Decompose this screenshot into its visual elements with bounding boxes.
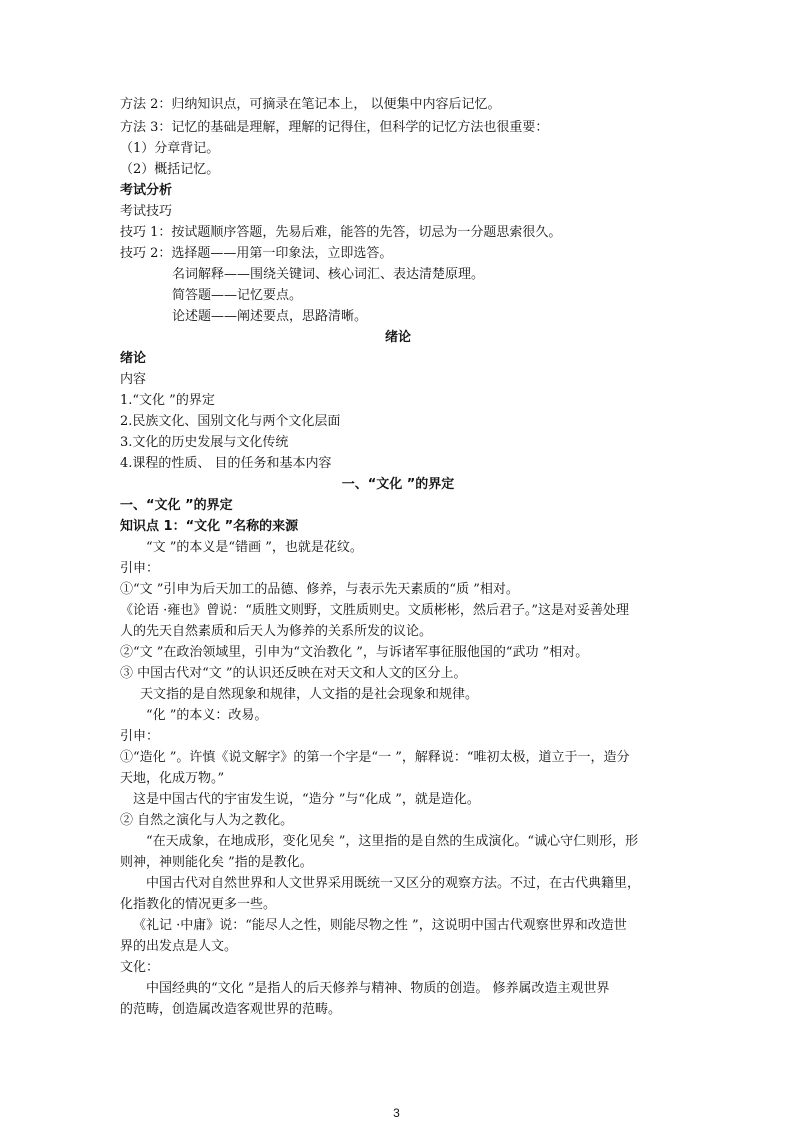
section-heading: 一、“文化 ”的界定 bbox=[120, 498, 233, 513]
text-line: 《论语 ·雍也》曾说：“质胜文则野，文胜质则史。文质彬彬，然后君子。”这是对妥善处理 bbox=[120, 603, 630, 618]
text-line: 名词解释——围绕关键词、核心词汇、表达清楚原理。 bbox=[172, 267, 485, 282]
list-item: 3.文化的历史发展与文化传统 bbox=[120, 435, 289, 450]
text-line: 引申： bbox=[120, 729, 160, 744]
text-line: ②“文 ”在政治领域里，引申为“文治教化 ”，与诉诸军事征服他国的“武功 ”相对。 bbox=[120, 645, 589, 660]
text-line: 引申： bbox=[120, 561, 160, 576]
chapter-title: 绪论 bbox=[384, 330, 411, 345]
text-line: （1）分章背记。 bbox=[120, 141, 220, 156]
text-line: 《礼记 ·中庸》说：“能尽人之性，则能尽物之性 ”，这说明中国古代观察世界和改造世 bbox=[133, 918, 627, 933]
text-line: 则神，神则能化矣 ”指的是教化。 bbox=[120, 855, 313, 870]
list-item: 1.“文化 ”的界定 bbox=[120, 393, 215, 408]
text-line: 人的先天自然素质和后天人为修养的关系所发的议论。 bbox=[120, 624, 433, 639]
section-heading: 考试分析 bbox=[120, 183, 173, 198]
text-line: ② 自然之演化与人为之教化。 bbox=[120, 813, 294, 828]
text-line: 中国经典的“文化 ”是指人的后天修养与精神、物质的创造。 修养属改造主观世界 bbox=[146, 981, 610, 996]
text-line: 界的出发点是人文。 bbox=[120, 939, 238, 954]
page-number: 3 bbox=[393, 1106, 400, 1120]
text-line: 方法 3：记忆的基础是理解，理解的记得住，但科学的记忆方法也很重要： bbox=[120, 120, 549, 135]
text-line: “文 ”的本义是“错画 ”，也就是花纹。 bbox=[146, 540, 363, 555]
text-line: 简答题——记忆要点。 bbox=[172, 288, 303, 303]
chapter-title: 一、“文化 ”的界定 bbox=[341, 477, 455, 492]
text-line: 技巧 2：选择题——用第一印象法，立即选答。 bbox=[120, 246, 393, 261]
text-line: 内容 bbox=[120, 372, 147, 387]
section-heading: 绪论 bbox=[120, 351, 147, 366]
text-line: 天文指的是自然现象和规律，人文指的是社会现象和规律。 bbox=[140, 687, 479, 702]
text-line: 天地，化成万物。” bbox=[120, 771, 225, 786]
text-line: 化指教化的情况更多一些。 bbox=[120, 897, 277, 912]
text-line: 论述题——阐述要点，思路清晰。 bbox=[172, 309, 368, 324]
text-line: “化 ”的本义：改易。 bbox=[146, 708, 268, 723]
text-line: ③ 中国古代对“文 ”的认识还反映在对天文和人文的区分上。 bbox=[120, 666, 467, 681]
text-line: 文化： bbox=[120, 960, 160, 975]
text-line: ①“造化 ”。许慎《说文解字》的第一个字是“一 ”，解释说：“唯初太极，道立于一，造分 bbox=[120, 750, 630, 765]
list-item: 4.课程的性质、 目的任务和基本内容 bbox=[120, 456, 332, 471]
list-item: 2.民族文化、国别文化与两个文化层面 bbox=[120, 414, 341, 429]
text-line: 的范畴，创造属改造客观世界的范畴。 bbox=[120, 1002, 342, 1017]
text-line: 考试技巧 bbox=[120, 204, 173, 219]
text-line: ①“文 ”引申为后天加工的品德、修养，与表示先天素质的“质 ”相对。 bbox=[120, 582, 519, 597]
text-line: （2）概括记忆。 bbox=[120, 162, 220, 177]
text-line: 中国古代对自然世界和人文世界采用既统一又区分的观察方法。不过，在古代典籍里， bbox=[146, 876, 641, 891]
text-line: “在天成象，在地成形，变化见矣 ”，这里指的是自然的生成演化。“诚心守仁则形，形 bbox=[146, 834, 639, 849]
section-heading: 知识点 1：“文化 ”名称的来源 bbox=[120, 519, 299, 534]
text-line: 方法 2：归纳知识点，可摘录在笔记本上， 以便集中内容后记忆。 bbox=[120, 97, 501, 112]
text-line: 技巧 1：按试题顺序答题，先易后难，能答的先答，切忌为一分题思索很久。 bbox=[120, 225, 562, 240]
text-line: 这是中国古代的宇宙发生说，“造分 ”与“化成 ”，就是造化。 bbox=[133, 792, 480, 807]
